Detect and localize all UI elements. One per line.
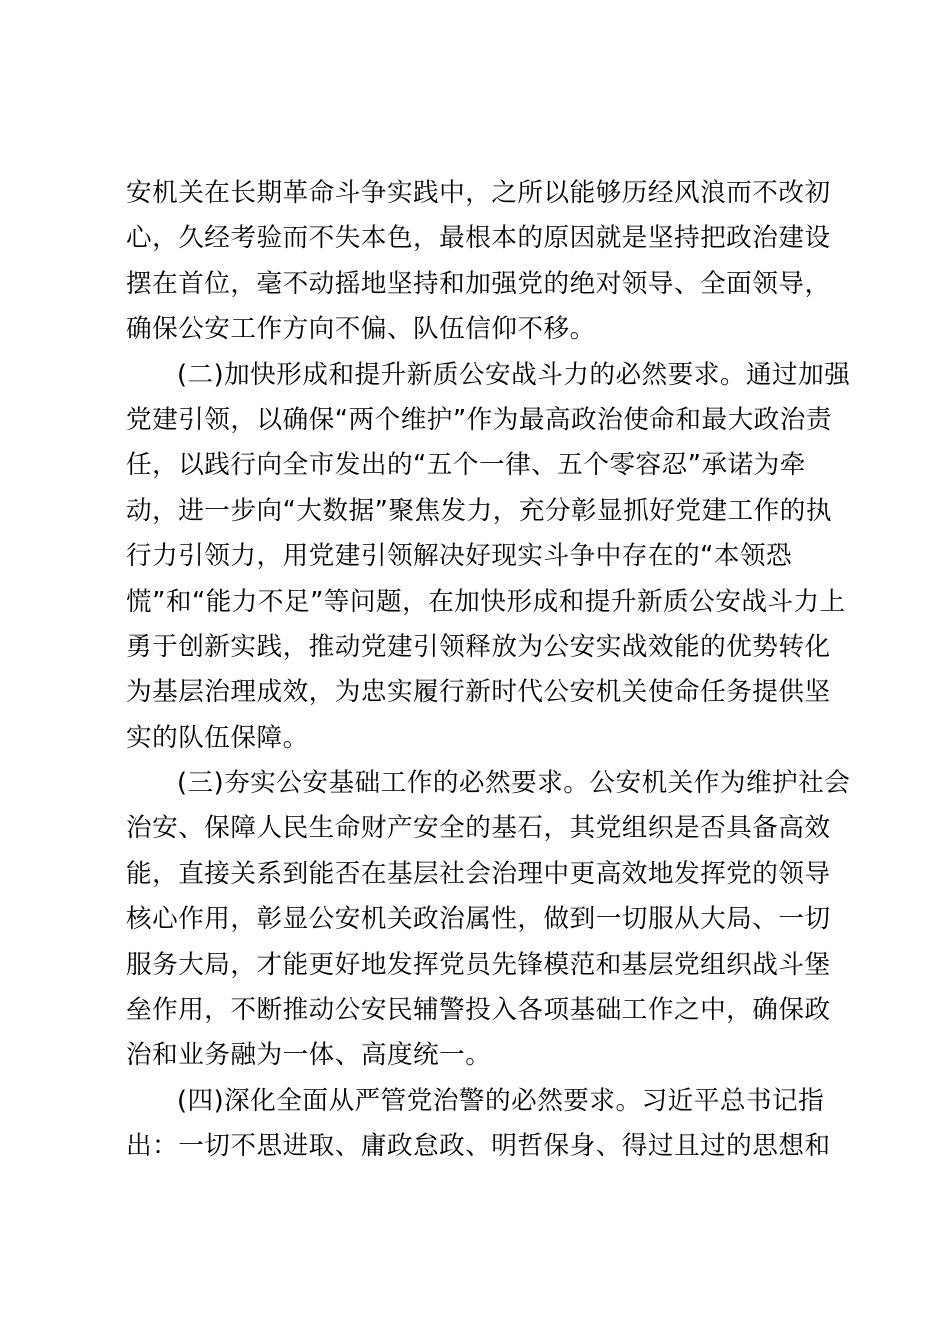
text-line: 行力引领力，用党建引领解决好现实斗争中存在的“本领恐 xyxy=(126,541,793,572)
text-line: 实的队伍保障。 xyxy=(126,722,309,753)
text-line: 安机关在长期革命斗争实践中，之所以能够历经风浪而不改初 xyxy=(126,178,831,208)
text-line: 心，久经考验而不失本色，最根本的原因就是坚持把政治建设 xyxy=(126,223,831,254)
text-line: 慌”和“能力不足”等问题，在加快形成和提升新质公安战斗力上 xyxy=(126,586,846,617)
paragraph-first-line: (四)深化全面从严管党治警的必然要求。习近平总书记指 xyxy=(177,1085,825,1116)
text-line: 治和业务融为一体、高度统一。 xyxy=(126,1040,492,1071)
text-line: 摆在首位，毫不动摇地坚持和加强党的绝对领导、全面领导， xyxy=(126,268,831,299)
text-line: 任，以践行向全市发出的“五个一律、五个零容忍”承诺为牵 xyxy=(126,450,806,481)
text-line: 能，直接关系到能否在基层社会治理中更高效地发挥党的领导 xyxy=(126,858,831,889)
text-line: 服务大局，才能更好地发挥党员先锋模范和基层党组织战斗堡 xyxy=(126,949,831,980)
text-line: 党建引领，以确保“两个维护”作为最高政治使命和最大政治责 xyxy=(126,404,832,435)
text-line: 出：一切不思进取、庸政怠政、明哲保身、得过且过的思想和 xyxy=(126,1131,831,1162)
text-line: 垒作用，不断推动公安民辅警投入各项基础工作之中，确保政 xyxy=(126,995,831,1026)
paragraph-first-line: (三)夯实公安基础工作的必然要求。公安机关作为维护社会 xyxy=(177,768,851,799)
text-line: 核心作用，彰显公安机关政治属性，做到一切服从大局、一切 xyxy=(126,904,831,935)
text-line: 确保公安工作方向不偏、队伍信仰不移。 xyxy=(126,314,596,345)
text-line: 为基层治理成效，为忠实履行新时代公安机关使命任务提供坚 xyxy=(126,677,831,708)
text-line: 治安、保障人民生命财产安全的基石，其党组织是否具备高效 xyxy=(126,813,831,844)
paragraph-first-line: (二)加快形成和提升新质公安战斗力的必然要求。通过加强 xyxy=(177,359,851,390)
text-line: 动，进一步向“大数据”聚焦发力，充分彰显抓好党建工作的执 xyxy=(126,495,832,526)
text-line: 勇于创新实践，推动党建引领释放为公安实战效能的优势转化 xyxy=(126,631,831,662)
document-body xyxy=(126,171,851,1170)
